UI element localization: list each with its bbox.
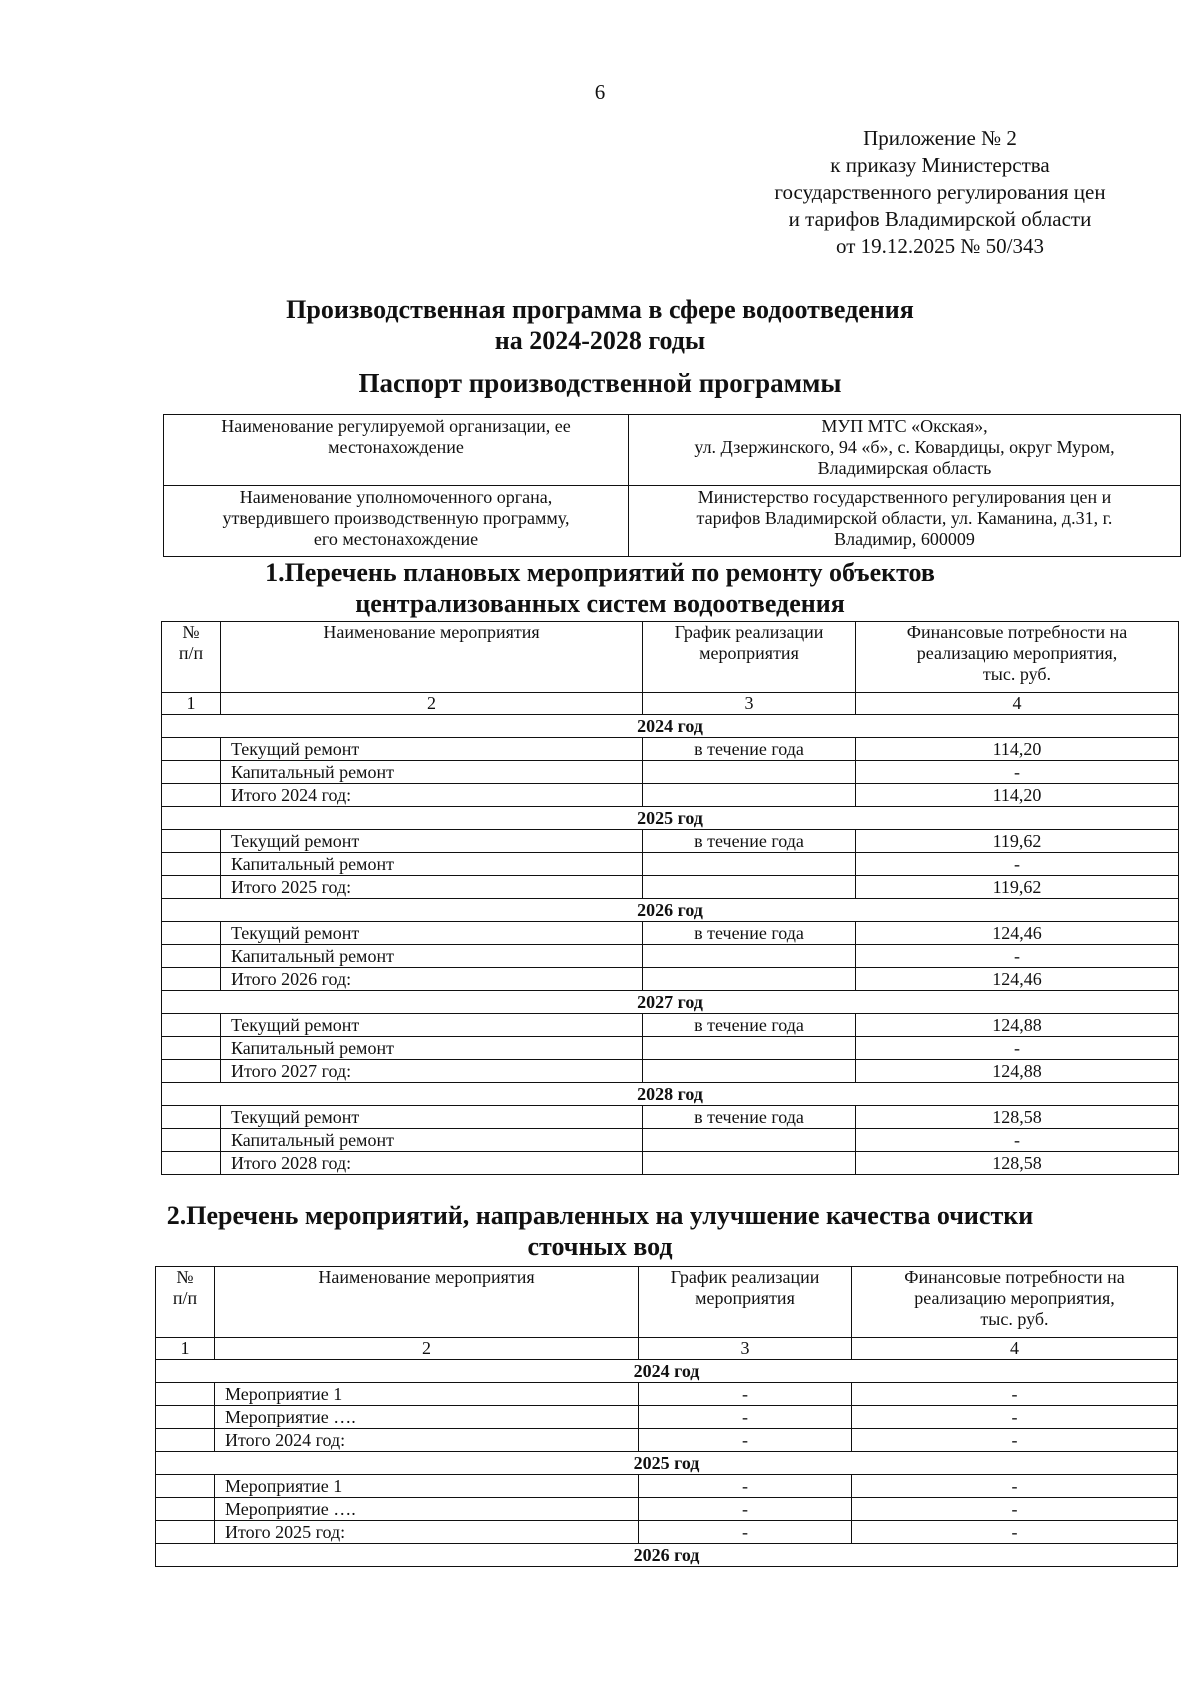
section2-title [0, 1200, 1200, 1262]
measure-cost: - [856, 1129, 1179, 1152]
passport-value [629, 415, 1181, 486]
passport-label [164, 486, 629, 557]
text-line: реализацию мероприятия, [914, 1288, 1115, 1308]
text-line: тыс. руб. [982, 664, 1052, 684]
measure-name: Капитальный ремонт [221, 1037, 643, 1060]
measure-cost: 114,20 [856, 738, 1179, 761]
text-line: его местонахождение [313, 529, 479, 549]
header-name: Наименование мероприятия [215, 1267, 639, 1338]
measure-cost: - [852, 1406, 1178, 1429]
text-line: № [176, 1267, 194, 1287]
row-number [162, 1152, 221, 1175]
measure-name: Мероприятие …. [215, 1498, 639, 1521]
year-row [156, 1544, 1178, 1567]
row-number [156, 1475, 215, 1498]
year-label: 2024 год [156, 1360, 1178, 1383]
section-title-line: сточных вод [527, 1232, 673, 1261]
year-label: 2028 год [162, 1083, 1179, 1106]
year-row [162, 1083, 1179, 1106]
text-line: тыс. руб. [980, 1309, 1049, 1329]
measure-schedule: в течение года [643, 738, 856, 761]
measure-cost: - [852, 1475, 1178, 1498]
measure-name: Капитальный ремонт [221, 1129, 643, 1152]
text-line: Министерство государственного регулирования цен и [697, 487, 1112, 507]
row-number [162, 1037, 221, 1060]
measure-name: Итого 2026 год: [221, 968, 643, 991]
table-row [162, 1106, 1179, 1129]
table-row [156, 1498, 1178, 1521]
column-number: 4 [852, 1338, 1178, 1360]
header-num [162, 622, 221, 693]
appendix-line: от 19.12.2025 № 50/343 [835, 234, 1045, 258]
table-header-row [162, 622, 1179, 693]
measure-cost: 114,20 [856, 784, 1179, 807]
header-num [156, 1267, 215, 1338]
measure-schedule: - [639, 1406, 852, 1429]
table-row [162, 922, 1179, 945]
measure-cost: - [852, 1498, 1178, 1521]
table-row [156, 1521, 1178, 1544]
measure-cost: - [852, 1383, 1178, 1406]
measure-cost: 128,58 [856, 1106, 1179, 1129]
row-number [162, 945, 221, 968]
text-line: ул. Дзержинского, 94 «б», с. Ковардицы, округ Муром, [694, 437, 1115, 457]
measure-cost: - [856, 1037, 1179, 1060]
table-row [156, 1429, 1178, 1452]
measure-cost: - [856, 853, 1179, 876]
measure-schedule: в течение года [643, 922, 856, 945]
passport-label [164, 415, 629, 486]
header-schedule [643, 622, 856, 693]
year-label: 2027 год [162, 991, 1179, 1014]
text-line: Владимир, 600009 [834, 529, 975, 549]
measure-schedule [643, 1060, 856, 1083]
measure-schedule [643, 1129, 856, 1152]
measure-name: Итого 2024 год: [215, 1429, 639, 1452]
year-label: 2026 год [162, 899, 1179, 922]
column-number: 2 [215, 1338, 639, 1360]
measure-name: Текущий ремонт [221, 830, 643, 853]
text-line: утвердившего производственную программу, [222, 508, 570, 528]
year-label: 2025 год [156, 1452, 1178, 1475]
measure-cost: 124,46 [856, 968, 1179, 991]
table-row [162, 761, 1179, 784]
column-number: 1 [156, 1338, 215, 1360]
text-line: мероприятия [699, 643, 799, 663]
text-line: реализацию мероприятия, [916, 643, 1118, 663]
table-row [162, 1129, 1179, 1152]
table-row [162, 853, 1179, 876]
measure-cost: - [852, 1429, 1178, 1452]
text-line: Финансовые потребности на [904, 1267, 1125, 1287]
row-number [162, 853, 221, 876]
measure-name: Итого 2027 год: [221, 1060, 643, 1083]
table-row [162, 1060, 1179, 1083]
row-number [162, 1014, 221, 1037]
measure-schedule [643, 853, 856, 876]
table-row [162, 1014, 1179, 1037]
table-row [162, 784, 1179, 807]
table-row [156, 1475, 1178, 1498]
row-number [156, 1429, 215, 1452]
passport-table [163, 414, 1181, 557]
text-line: Наименование уполномоченного органа, [239, 487, 553, 507]
measure-name: Мероприятие 1 [215, 1475, 639, 1498]
year-row [156, 1360, 1178, 1383]
header-schedule [639, 1267, 852, 1338]
column-number: 2 [221, 693, 643, 715]
appendix-block [730, 125, 1150, 260]
measure-schedule [643, 784, 856, 807]
row-number [162, 1129, 221, 1152]
text-line: МУП МТС «Окская», [821, 416, 988, 436]
passport-heading: Паспорт производственной программы [358, 368, 842, 398]
text-line: График реализации [670, 1267, 820, 1287]
year-label: 2025 год [162, 807, 1179, 830]
row-number [162, 830, 221, 853]
measure-schedule [643, 945, 856, 968]
text-line: Владимирская область [817, 458, 992, 478]
measure-cost: 119,62 [856, 830, 1179, 853]
measure-cost: - [856, 945, 1179, 968]
row-number [162, 1060, 221, 1083]
measure-cost: 124,46 [856, 922, 1179, 945]
measure-schedule [643, 1152, 856, 1175]
text-line: тарифов Владимирской области, ул. Каманина, д.31, г. [696, 508, 1113, 528]
section-title-line: централизованных систем водоотведения [355, 589, 845, 618]
row-number [156, 1521, 215, 1544]
year-row [162, 715, 1179, 738]
year-label: 2026 год [156, 1544, 1178, 1567]
column-number-row [162, 693, 1179, 715]
section2-table [155, 1266, 1178, 1567]
row-number [156, 1383, 215, 1406]
measure-name: Капитальный ремонт [221, 761, 643, 784]
header-cost [852, 1267, 1178, 1338]
text-line: График реализации [674, 622, 824, 642]
measure-schedule: в течение года [643, 1014, 856, 1037]
measure-schedule: в течение года [643, 830, 856, 853]
measure-cost: 124,88 [856, 1014, 1179, 1037]
text-line: местонахождение [328, 437, 464, 457]
row-number [162, 761, 221, 784]
table-row [162, 1152, 1179, 1175]
column-number: 3 [639, 1338, 852, 1360]
appendix-line: Приложение № 2 [863, 126, 1017, 150]
document-title-line: Производственная программа в сфере водоотведения [286, 295, 914, 324]
column-number-row [156, 1338, 1178, 1360]
measure-schedule: - [639, 1521, 852, 1544]
measure-schedule [643, 968, 856, 991]
header-name: Наименование мероприятия [221, 622, 643, 693]
row-number [162, 1106, 221, 1129]
measure-schedule: - [639, 1429, 852, 1452]
passport-value [629, 486, 1181, 557]
table-row [162, 738, 1179, 761]
measure-name: Мероприятие 1 [215, 1383, 639, 1406]
text-line: № [182, 622, 200, 642]
measure-schedule [643, 1037, 856, 1060]
table-row [156, 1383, 1178, 1406]
measure-schedule: в течение года [643, 1106, 856, 1129]
table-row [162, 876, 1179, 899]
passport-row [164, 486, 1181, 557]
column-number: 1 [162, 693, 221, 715]
measure-cost: - [852, 1521, 1178, 1544]
measure-name: Текущий ремонт [221, 1014, 643, 1037]
appendix-line: к приказу Министерства [830, 153, 1050, 177]
measure-name: Текущий ремонт [221, 1106, 643, 1129]
measure-name: Итого 2024 год: [221, 784, 643, 807]
table-row [162, 1037, 1179, 1060]
text-line: Наименование регулируемой организации, ее [221, 416, 571, 436]
year-label: 2024 год [162, 715, 1179, 738]
text-line: мероприятия [695, 1288, 795, 1308]
year-row [162, 991, 1179, 1014]
table-row [162, 945, 1179, 968]
measure-name: Текущий ремонт [221, 922, 643, 945]
measure-schedule: - [639, 1475, 852, 1498]
row-number [162, 922, 221, 945]
column-number: 4 [856, 693, 1179, 715]
row-number [156, 1406, 215, 1429]
column-number: 3 [643, 693, 856, 715]
document-title-line: на 2024-2028 годы [494, 326, 706, 355]
measure-schedule: - [639, 1498, 852, 1521]
table-header-row [156, 1267, 1178, 1338]
row-number [162, 738, 221, 761]
appendix-line: и тарифов Владимирской области [788, 207, 1092, 231]
measure-name: Капитальный ремонт [221, 945, 643, 968]
section-title-line: 2.Перечень мероприятий, направленных на улучшение качества очистки [166, 1201, 1034, 1230]
header-cost [856, 622, 1179, 693]
year-row [162, 807, 1179, 830]
measure-name: Итого 2025 год: [221, 876, 643, 899]
measure-name: Текущий ремонт [221, 738, 643, 761]
section-title-line: 1.Перечень плановых мероприятий по ремонту объектов [265, 558, 935, 587]
year-row [162, 899, 1179, 922]
measure-name: Итого 2025 год: [215, 1521, 639, 1544]
measure-schedule [643, 876, 856, 899]
row-number [162, 968, 221, 991]
row-number [162, 876, 221, 899]
table-row [162, 830, 1179, 853]
page-number: 6 [594, 80, 606, 104]
table-row [156, 1406, 1178, 1429]
measure-cost: 124,88 [856, 1060, 1179, 1083]
measure-schedule: - [639, 1383, 852, 1406]
passport-row [164, 415, 1181, 486]
table-row [162, 968, 1179, 991]
text-line: п/п [178, 643, 204, 663]
section1-table [161, 621, 1179, 1175]
year-row [156, 1452, 1178, 1475]
row-number [162, 784, 221, 807]
row-number [156, 1498, 215, 1521]
measure-name: Итого 2028 год: [221, 1152, 643, 1175]
text-line: п/п [172, 1288, 198, 1308]
section1-title [0, 557, 1200, 619]
measure-name: Мероприятие …. [215, 1406, 639, 1429]
appendix-line: государственного регулирования цен [774, 180, 1106, 204]
document-title [0, 294, 1200, 356]
text-line: Финансовые потребности на [906, 622, 1128, 642]
measure-name: Капитальный ремонт [221, 853, 643, 876]
measure-cost: - [856, 761, 1179, 784]
measure-cost: 128,58 [856, 1152, 1179, 1175]
measure-schedule [643, 761, 856, 784]
measure-cost: 119,62 [856, 876, 1179, 899]
